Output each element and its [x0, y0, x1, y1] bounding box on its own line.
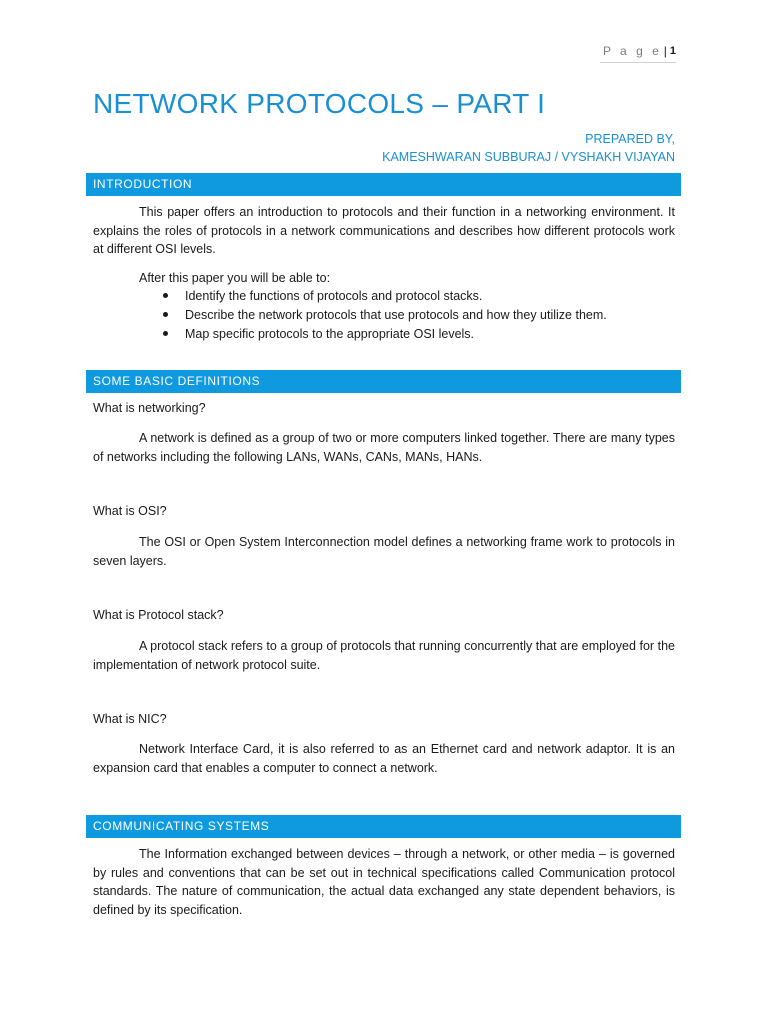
page-number — [603, 44, 676, 58]
definition-question: What is Protocol stack? — [93, 608, 224, 622]
bullet-icon — [163, 293, 168, 298]
page-label: P a g e — [602, 44, 662, 58]
page-number-value: 1 — [669, 45, 676, 57]
bullet-text: Describe the network protocols that use protocols and how they utilize them. — [185, 308, 607, 322]
definition-answer: A network is defined as a group of two or more computers linked together. There are many types of networks including the following LANs, WANs, CANs, MANs, HANs. — [93, 431, 675, 464]
intro-bullet-list — [93, 287, 675, 344]
intro-paragraph: This paper offers an introduction to protocols and their function in a networking environment. It explains the roles of protocols in a network communications and describes how different protocols work at different OSI levels. — [93, 205, 675, 256]
section-heading-definitions: SOME BASIC DEFINITIONS — [86, 370, 681, 393]
prepared-by-block — [382, 130, 675, 166]
bullet-text: Identify the functions of protocols and protocol stacks. — [185, 289, 483, 303]
page-separator: | — [663, 44, 667, 58]
list-item — [93, 306, 675, 325]
section-heading-introduction: INTRODUCTION — [86, 173, 681, 196]
document-title: NETWORK PROTOCOLS – PART I — [93, 88, 546, 119]
section-heading-communicating-systems: COMMUNICATING SYSTEMS — [86, 815, 681, 838]
list-item — [93, 287, 675, 306]
bullet-icon — [163, 331, 168, 336]
intro-lead-in: After this paper you will be able to: — [139, 271, 331, 285]
definition-question: What is networking? — [93, 401, 206, 415]
definition-question: What is OSI? — [93, 504, 167, 518]
bullet-icon — [163, 312, 168, 317]
communicating-paragraph: The Information exchanged between devices – through a network, or other media – is governed by rules and conventions that can be set out in technical specifications called Communication protocol standards. The nature of communication, the actual data exchanged any state dependent behaviors, is defined by its specification. — [93, 847, 675, 917]
definition-answer: A protocol stack refers to a group of protocols that running concurrently that are employed for the implementation of network protocol suite. — [93, 639, 675, 672]
authors: KAMESHWARAN SUBBURAJ / VYSHAKH VIJAYAN — [382, 150, 675, 164]
definition-answer: Network Interface Card, it is also referred to as an Ethernet card and network adaptor. It is an expansion card that enables a computer to connect a network. — [93, 742, 675, 775]
prepared-by-label: PREPARED BY, — [585, 132, 675, 146]
bullet-text: Map specific protocols to the appropriate OSI levels. — [185, 327, 475, 341]
list-item — [93, 325, 675, 344]
definition-answer: The OSI or Open System Interconnection model defines a networking frame work to protocols in seven layers. — [93, 535, 675, 568]
definition-question: What is NIC? — [93, 712, 167, 726]
header-rule — [600, 62, 676, 63]
